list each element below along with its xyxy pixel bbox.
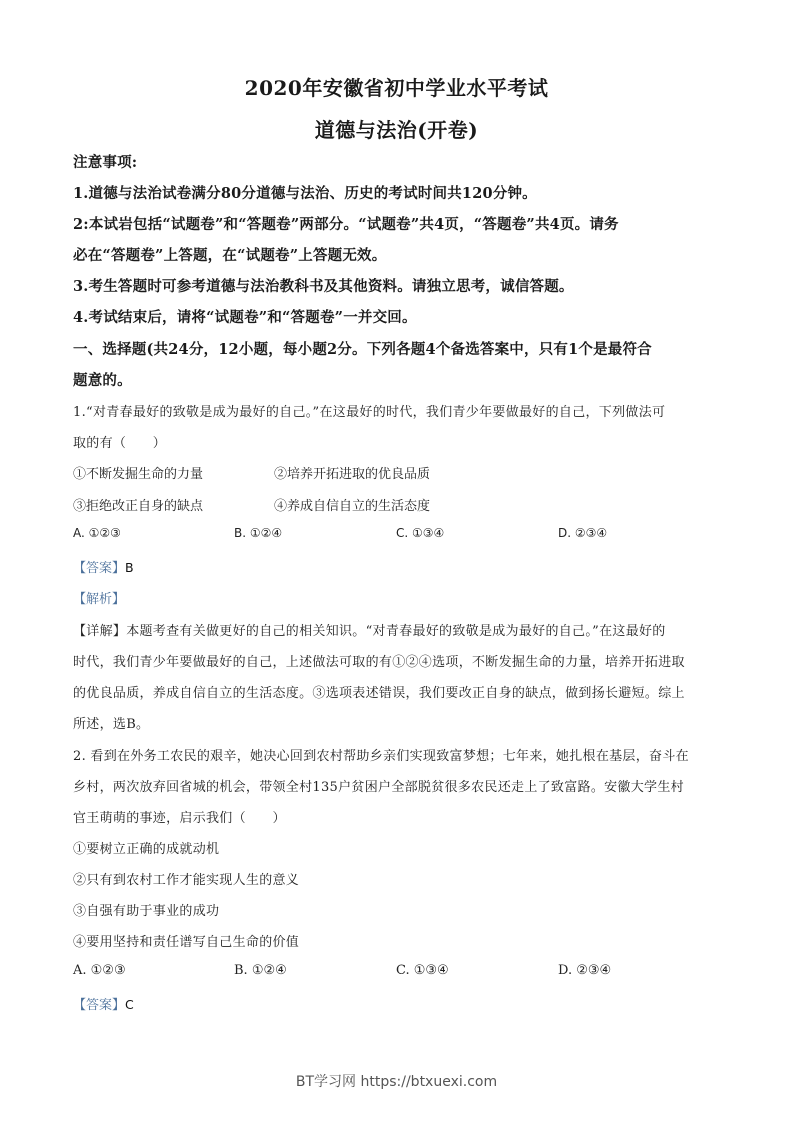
q1-analysis-label: 【解析】 — [73, 592, 126, 607]
note-line: 必在“答题卷”上答题，在“试题卷”上答题无效。 — [73, 247, 387, 264]
answer-value: C — [125, 997, 134, 1012]
exam-title: 2020年安徽省初中学业水平考试 — [244, 76, 549, 100]
q2-statement-2: ②只有到农村工作才能实现人生的意义 — [73, 873, 300, 888]
question-2-stem: 2. 看到在外务工农民的艰辛，她决心回到农村帮助乡亲们实现致富梦想；七年来，她扎根在基层，奋斗在 — [73, 749, 689, 764]
note-line: 3.考生答题时可参考道德与法治教科书及其他资料。请独立思考，诚信答题。 — [73, 278, 574, 295]
question-2-stem-cont: 官王萌萌的事迹，启示我们（ ） — [73, 811, 286, 826]
note-line: 1.道德与法治试卷满分80分道德与法治、历史的考试时间共120分钟。 — [73, 185, 537, 202]
q1-statement-1: ①不断发掘生命的力量 — [73, 467, 204, 482]
answer-value: B — [125, 560, 134, 575]
site-watermark: BT学习网 https://btxuexi.com — [295, 1074, 498, 1090]
q2-statement-4: ④要用坚持和责任谱写自己生命的价值 — [73, 935, 300, 950]
q1-statement-2: ②培养开拓进取的优良品质 — [274, 467, 431, 482]
question-2-stem-cont: 乡村，两次放弃回省城的机会，带领全村135户贫困户全部脱贫很多农民还走上了致富路。安徽大学生村 — [73, 780, 684, 795]
q1-detail-line: 的优良品质，养成自信自立的生活态度。③选项表述错误，我们要改正自身的缺点，做到扬长避短。综上 — [73, 686, 685, 701]
q2-statement-1: ①要树立正确的成就动机 — [73, 842, 220, 857]
q2-option-c: C. ①③④ — [396, 963, 449, 978]
section-heading-cont: 题意的。 — [73, 372, 132, 389]
question-1-stem-cont: 取的有（ ） — [73, 436, 167, 451]
q2-option-a: A. ①②③ — [73, 963, 126, 978]
q2-statement-3: ③自强有助于事业的成功 — [73, 904, 220, 919]
q2-option-b: B. ①②④ — [234, 963, 287, 978]
q1-answer — [73, 557, 134, 576]
q1-detail-line: 时代，我们青少年要做最好的自己，上述做法可取的有①②④选项，不断发掘生命的力量，培养开拓进取 — [73, 655, 685, 670]
note-line: 2:本试岩包括“试题卷”和“答题卷”两部分。“试题卷”共4页，“答题卷”共4页。请务 — [73, 216, 619, 233]
note-line: 4.考试结束后，请将“试题卷”和“答题卷”一并交回。 — [73, 309, 417, 326]
q1-option-d: D. ②③④ — [558, 526, 608, 540]
question-1-stem: 1.“对青春最好的致敬是成为最好的自己。”在这最好的时代，我们青少年要做最好的自己，下列做法可 — [73, 405, 666, 420]
answer-label: 【答案】 — [73, 561, 126, 576]
q1-statement-3: ③拒绝改正自身的缺点 — [73, 499, 204, 514]
q2-answer — [73, 994, 134, 1013]
q1-option-c: C. ①③④ — [396, 526, 445, 540]
q1-statement-4: ④养成自信自立的生活态度 — [274, 499, 431, 514]
q2-option-d: D. ②③④ — [558, 963, 612, 978]
q1-option-b: B. ①②④ — [234, 526, 283, 540]
notes-heading: 注意事项: — [73, 154, 138, 171]
answer-label: 【答案】 — [73, 998, 126, 1013]
q1-detail-line: 【详解】本题考查有关做更好的自己的相关知识。“对青春最好的致敬是成为最好的自己。”在这最好的 — [73, 624, 666, 639]
q1-option-a: A. ①②③ — [73, 526, 121, 540]
exam-subtitle: 道德与法治(开卷) — [314, 118, 479, 142]
section-heading: 一、选择题(共24分，12小题，每小题2分。下列各题4个备选答案中，只有1个是最符合 — [73, 341, 652, 358]
q1-detail-line: 所述，选B。 — [73, 717, 150, 732]
